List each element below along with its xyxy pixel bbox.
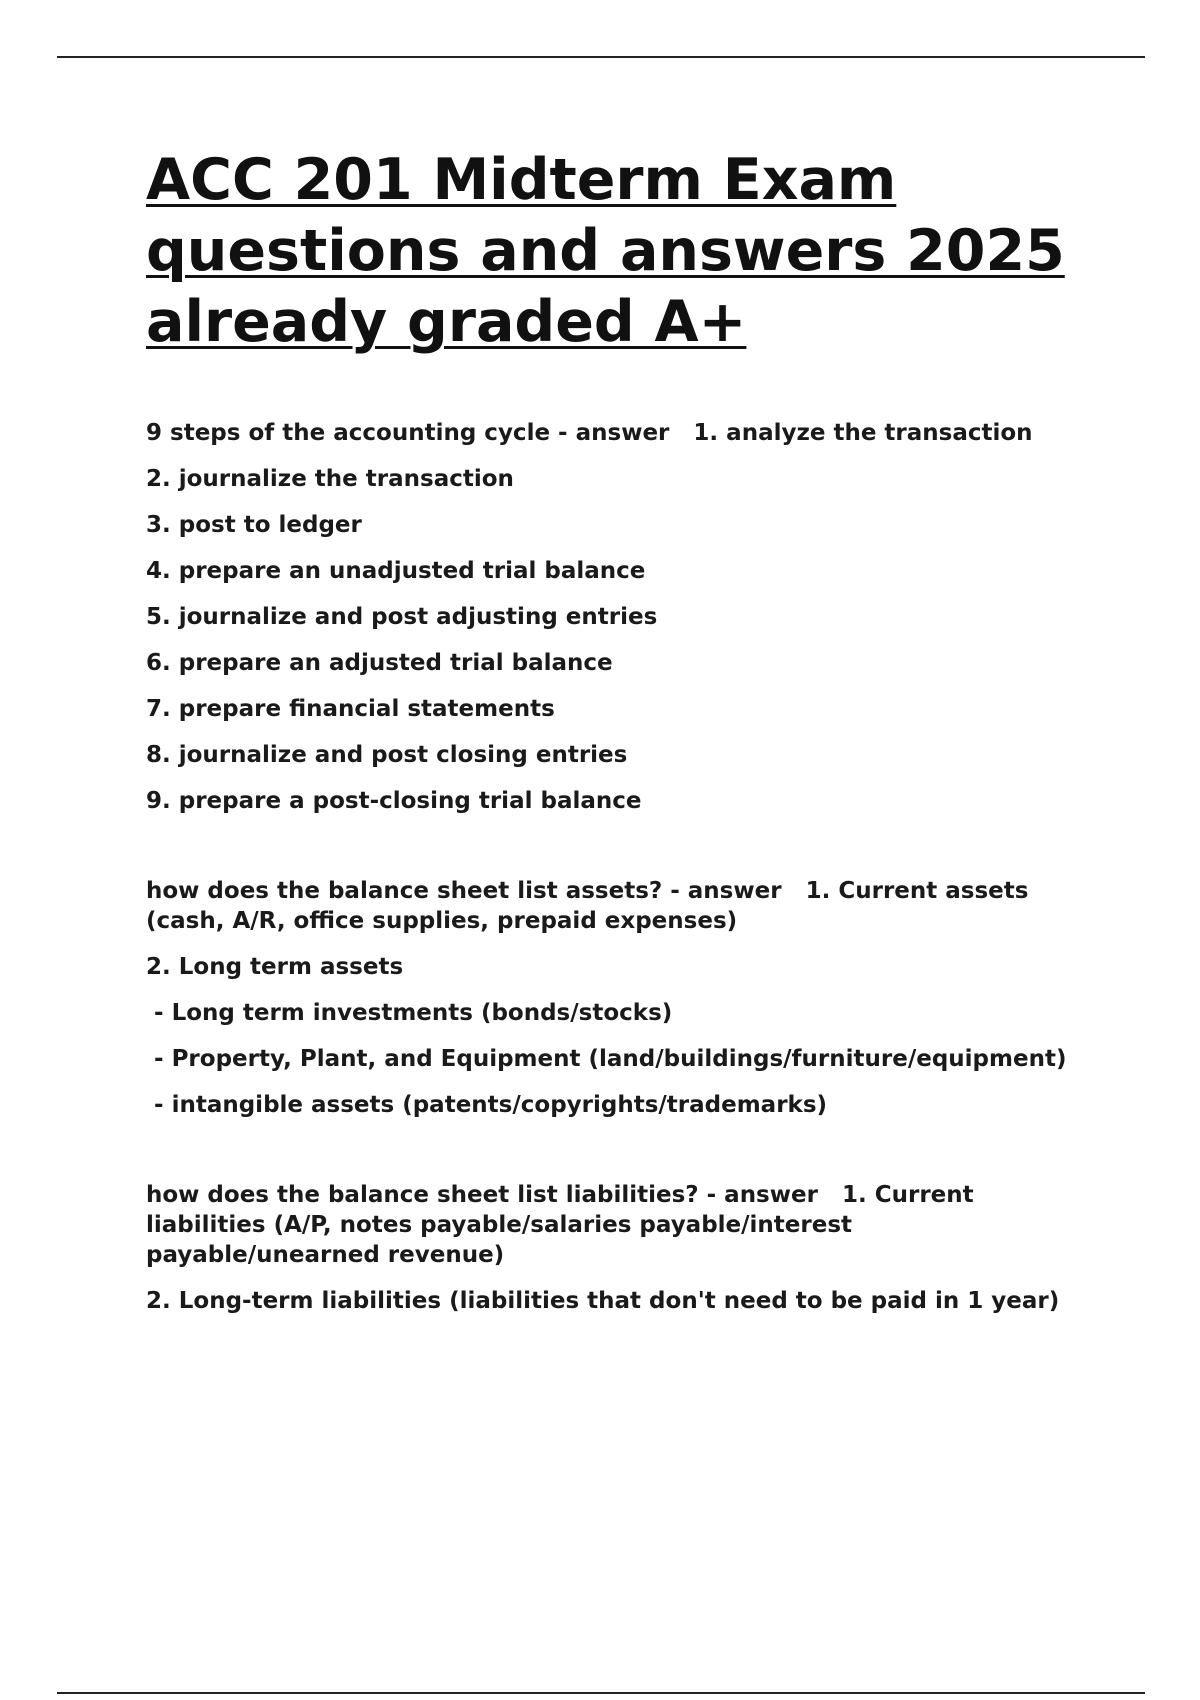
document-title [146, 145, 1086, 358]
answer-line: 2. Long term assets [146, 954, 404, 980]
qa-balance-sheet-liabilities [146, 1180, 1086, 1316]
answer-line: 2. journalize the transaction [146, 466, 514, 492]
question-text: 9 steps of the accounting cycle - answer [146, 420, 670, 446]
title-line: questions and answers 2025 [146, 218, 1065, 284]
answer-line: - Long term investments (bonds/stocks) [146, 1000, 673, 1026]
answer-line: 1. Current assets (cash, A/R, office supplies, prepaid expenses) [146, 878, 1029, 934]
bottom-rule [57, 1692, 1145, 1694]
title-line: ACC 201 Midterm Exam [146, 147, 897, 213]
answer-line: 8. journalize and post closing entries [146, 742, 628, 768]
question-text: how does the balance sheet list assets? - answer [146, 878, 782, 904]
question-text: how does the balance sheet list liabilities? - answer [146, 1182, 818, 1208]
qa-balance-sheet-assets [146, 876, 1086, 1120]
answer-line: 6. prepare an adjusted trial balance [146, 650, 613, 676]
answer-line: 1. analyze the transaction [693, 420, 1033, 446]
top-rule [57, 56, 1145, 58]
answer-line: 4. prepare an unadjusted trial balance [146, 558, 646, 584]
answer-line: 1. Current liabilities (A/P, notes payable/salaries payable/interest payable/unearned revenue) [146, 1182, 974, 1268]
qa-first-line [146, 418, 1086, 448]
qa-first-line [146, 876, 1086, 936]
qa-first-line [146, 1180, 1086, 1270]
answer-line: - intangible assets (patents/copyrights/trademarks) [146, 1092, 828, 1118]
document-body [146, 145, 1086, 1376]
answer-line: 7. prepare financial statements [146, 696, 555, 722]
title-line: already graded A+ [146, 289, 747, 355]
answer-line: 3. post to ledger [146, 512, 362, 538]
answer-line: 2. Long-term liabilities (liabilities that don't need to be paid in 1 year) [146, 1288, 1060, 1314]
answer-line: 9. prepare a post-closing trial balance [146, 788, 642, 814]
answer-line: - Property, Plant, and Equipment (land/buildings/furniture/equipment) [146, 1046, 1067, 1072]
answer-line: 5. journalize and post adjusting entries [146, 604, 658, 630]
qa-accounting-cycle [146, 418, 1086, 816]
